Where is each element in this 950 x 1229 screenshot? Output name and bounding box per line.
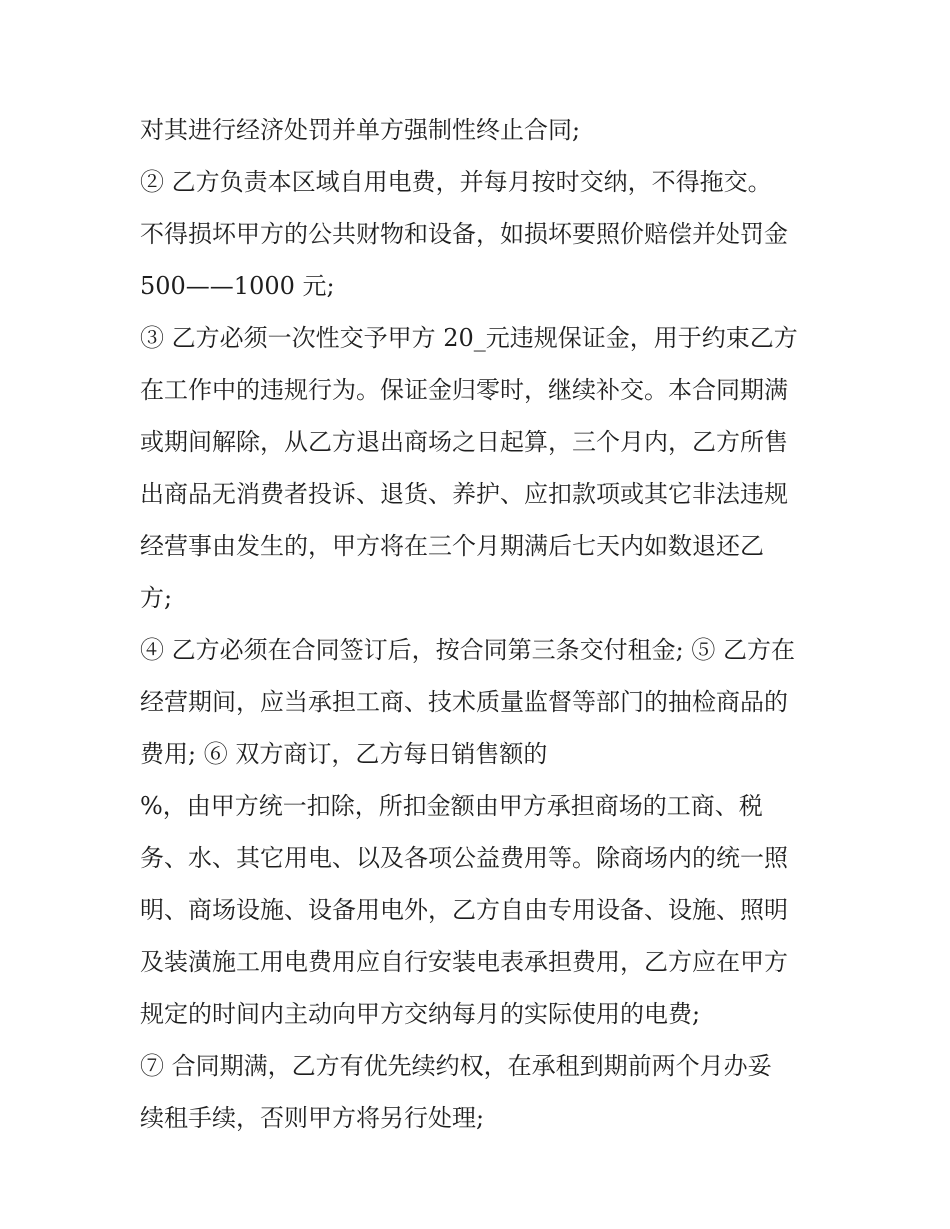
text-line: 务、水、其它用电、以及各项公益费用等。除商场内的统一照: [140, 844, 788, 872]
text-line: 对其进行经济处罚并单方强制性终止合同;: [140, 116, 581, 144]
text-line: 方;: [140, 584, 173, 612]
text-line: 出商品无消费者投诉、退货、养护、应扣款项或其它非法违规: [140, 480, 788, 508]
text-line: ⑦ 合同期满，乙方有优先续约权，在承租到期前两个月办妥: [140, 1052, 772, 1080]
text-line: 续租手续，否则甲方将另行处理;: [140, 1104, 485, 1132]
text-line: %，由甲方统一扣除，所扣金额由甲方承担商场的工商、税: [140, 792, 763, 820]
text-line: 明、商场设施、设备用电外，乙方自由专用设备、设施、照明: [140, 896, 788, 924]
contract-text: [140, 108, 820, 1148]
text-line: 不得损坏甲方的公共财物和设备，如损坏要照价赔偿并处罚金: [140, 220, 788, 248]
text-line: 或期间解除，从乙方退出商场之日起算，三个月内，乙方所售: [140, 428, 788, 456]
text-line: 费用; ⑥ 双方商订，乙方每日销售额的: [140, 740, 548, 768]
text-line: ③ 乙方必须一次性交予甲方 20_元违规保证金，用于约束乙方: [140, 324, 798, 352]
text-line: 500——1000 元;: [140, 272, 335, 300]
text-line: 经营期间，应当承担工商、技术质量监督等部门的抽检商品的: [140, 688, 788, 716]
text-line: ② 乙方负责本区域自用电费，并每月按时交纳，不得拖交。: [140, 168, 772, 196]
text-line: 规定的时间内主动向甲方交纳每月的实际使用的电费;: [140, 1000, 701, 1028]
text-line: ④ 乙方必须在合同签订后，按合同第三条交付租金; ⑤ 乙方在: [140, 636, 795, 664]
text-line: 及装潢施工用电费用应自行安装电表承担费用，乙方应在甲方: [140, 948, 788, 976]
text-line: 经营事由发生的，甲方将在三个月期满后七天内如数退还乙: [140, 532, 764, 560]
text-line: 在工作中的违规行为。保证金归零时，继续补交。本合同期满: [140, 376, 788, 404]
